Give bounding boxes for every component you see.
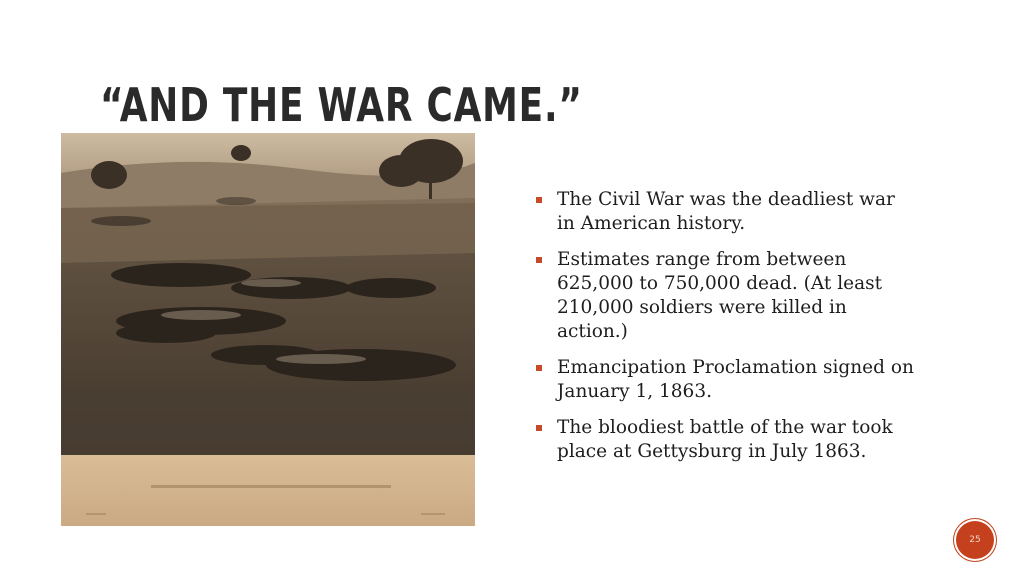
bullet-item: [534, 188, 914, 236]
bullet-item: [534, 416, 914, 464]
bullet-text: Estimates range from between 625,000 to 750,000 dead. (At least 210,000 soldiers were killed in action.): [557, 249, 883, 342]
square-bullet-icon: [536, 257, 542, 263]
bullet-list: [534, 188, 914, 476]
slide-title: “AND THE WAR CAME.”: [100, 78, 583, 132]
square-bullet-icon: [536, 425, 542, 431]
bullet-text: Emancipation Proclamation signed on January 1, 1863.: [557, 357, 914, 402]
square-bullet-icon: [536, 197, 542, 203]
square-bullet-icon: [536, 365, 542, 371]
bullet-text: The bloodiest battle of the war took place at Gettysburg in July 1863.: [557, 417, 893, 462]
bullet-item: [534, 356, 914, 404]
bullet-text: The Civil War was the deadliest war in American history.: [557, 189, 895, 234]
photo-image-icon: [61, 133, 475, 526]
battlefield-photo: [61, 133, 475, 526]
slide-number-badge: [956, 521, 994, 559]
bullet-item: [534, 248, 914, 344]
slide-number: 25: [969, 535, 981, 545]
